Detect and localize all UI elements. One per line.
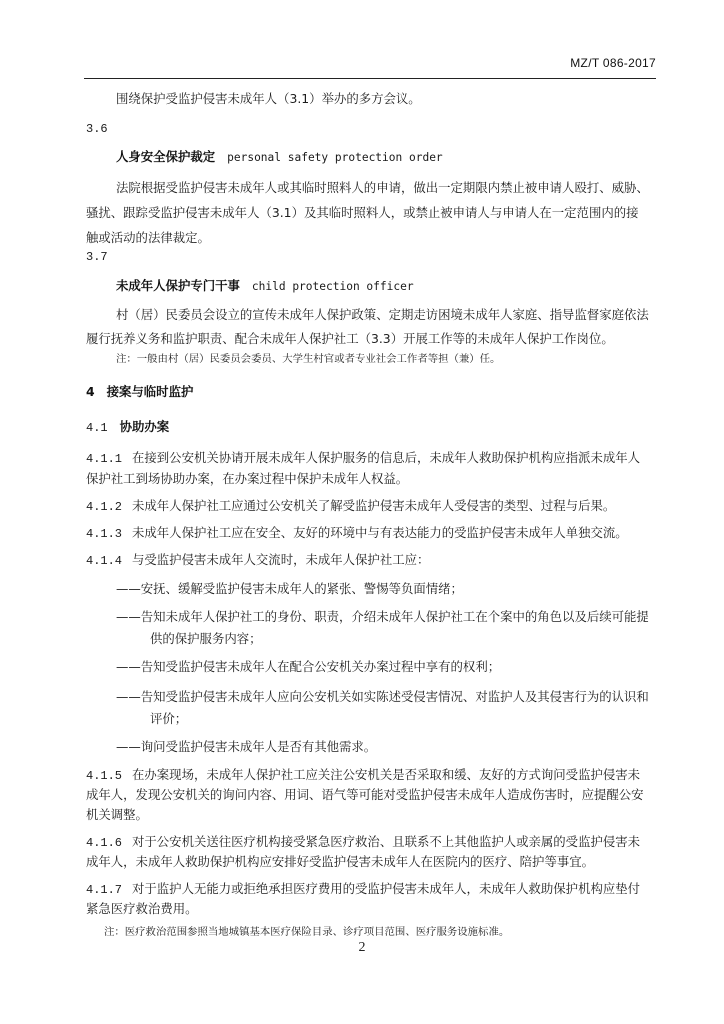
clause-number: 4.1.6: [86, 836, 123, 850]
definition-line: 触或活动的法律裁定。: [86, 230, 210, 245]
clause-line: 紧急医疗救治费用。: [86, 901, 198, 916]
section-title: 接案与临时监护: [106, 384, 194, 399]
list-dash: ——: [116, 689, 141, 704]
list-text: 告知受监护侵害未成年人应向公安机关如实陈述受侵害情况、对监护人及其侵害行为的认识和: [140, 689, 649, 704]
list-text: 询问受监护侵害未成年人是否有其他需求。: [140, 739, 377, 754]
clause-line: 成年人，未成年人救助保护机构应安排好受监护侵害未成年人在医院内的医疗、陪护等事宜。: [86, 854, 595, 869]
clause-4-1-4: [86, 547, 429, 574]
section-heading-4: [86, 382, 193, 400]
section-title: 协助办案: [119, 419, 170, 434]
clause-number: 4.1.2: [86, 500, 123, 514]
list-continuation: 供的保护服务内容；: [150, 631, 262, 646]
list-dash: ——: [116, 609, 141, 624]
list-item: [116, 576, 463, 601]
term-3-6: [116, 146, 443, 165]
list-item: [116, 734, 376, 759]
term-zh: 人身安全保护裁定: [116, 149, 216, 164]
clause-number: 4.1.5: [86, 769, 123, 783]
definition-line: 履行抚养义务和监护职责、配合未成年人保护社工（3.3）开展工作等的未成年人保护工作岗位。: [86, 331, 614, 346]
clause-number: 4.1.1: [86, 452, 123, 466]
clause-4-1-3: [86, 520, 628, 547]
clause-text: 对于公安机关送往医疗机构接受紧急医疗救治、且联系不上其他监护人或亲属的受监护侵害未: [132, 834, 641, 849]
section-number: 4.1: [86, 421, 108, 435]
clause-text: 在办案现场，未成年人保护社工应关注公安机关是否采取和缓、友好的方式询问受监护侵害未: [132, 767, 641, 782]
section-heading-4-1: [86, 417, 169, 435]
clause-number: 4.1.3: [86, 527, 123, 541]
term-zh: 未成年人保护专门干事: [116, 278, 240, 293]
list-text: 安抚、缓解受监护侵害未成年人的紧张、警惕等负面情绪；: [140, 581, 463, 596]
list-text: 告知未成年人保护社工的身份、职责，介绍未成年人保护社工在个案中的角色以及后续可能提: [140, 609, 649, 624]
list-continuation: 评价；: [150, 711, 188, 726]
term-en: child protection officer: [251, 280, 414, 293]
definition-line: 骚扰、跟踪受监护侵害未成年人（3.1）及其临时照料人，或禁止被申请人与申请人在一定范围内的接: [86, 205, 639, 220]
clause-number: 4.1.7: [86, 883, 123, 897]
clause-line: 机关调整。: [86, 807, 148, 822]
definition-line: 村（居）民委员会设立的宣传未成年人保护政策、定期走访困境未成年人家庭、指导监督家庭依法: [116, 307, 649, 322]
section-number: 4: [86, 384, 95, 399]
clause-number: 4.1.4: [86, 554, 123, 568]
clause-text: 对于监护人无能力或拒绝承担医疗费用的受监护侵害未成年人，未成年人救助保护机构应垫付: [132, 881, 641, 896]
list-dash: ——: [116, 581, 141, 596]
definition-line: 法院根据受监护侵害未成年人或其临时照料人的申请，做出一定期限内禁止被申请人殴打、威胁、: [116, 180, 649, 195]
clause-4-1-2: [86, 493, 615, 520]
term-3-7: [116, 275, 414, 294]
header-rule: [84, 78, 656, 79]
clause-number-3-6: 3.6: [86, 122, 108, 136]
clause-text: 在接到公安机关协请开展未成年人保护服务的信息后，未成年人救助保护机构应指派未成年人: [132, 450, 641, 465]
note: 注：一般由村（居）民委员会委员、大学生村官或者专业社会工作者等担（兼）任。: [116, 353, 501, 365]
clause-line: 成年人，发现公安机关的询问内容、用词、语气等可能对受监护侵害未成年人造成伤害时，应提醒公安: [86, 787, 644, 802]
clause-text: 与受监护侵害未成年人交流时，未成年人保护社工应：: [132, 552, 430, 567]
continued-text: 围绕保护受监护侵害未成年人（3.1）举办的多方会议。: [116, 91, 421, 106]
list-text: 告知受监护侵害未成年人在配合公安机关办案过程中享有的权利；: [140, 659, 501, 674]
list-item: [116, 684, 649, 709]
clause-text: 未成年人保护社工应通过公安机关了解受监护侵害未成年人受侵害的类型、过程与后果。: [132, 498, 616, 513]
term-en: personal safety protection order: [227, 151, 443, 164]
list-item: [116, 654, 500, 679]
standard-number: MZ/T 086-2017: [570, 56, 656, 70]
page-number: 2: [358, 940, 366, 955]
list-dash: ——: [116, 739, 141, 754]
clause-line: 保护社工到场协助办案，在办案过程中保护未成年人权益。: [86, 471, 409, 486]
clause-text: 未成年人保护社工应在安全、友好的环境中与有表达能力的受监护侵害未成年人单独交流。: [132, 525, 628, 540]
clause-number-3-7: 3.7: [86, 250, 108, 264]
footnote: 注：医疗救治范围参照当地城镇基本医疗保险目录、诊疗项目范围、医疗服务设施标准。: [104, 926, 510, 938]
list-dash: ——: [116, 659, 141, 674]
